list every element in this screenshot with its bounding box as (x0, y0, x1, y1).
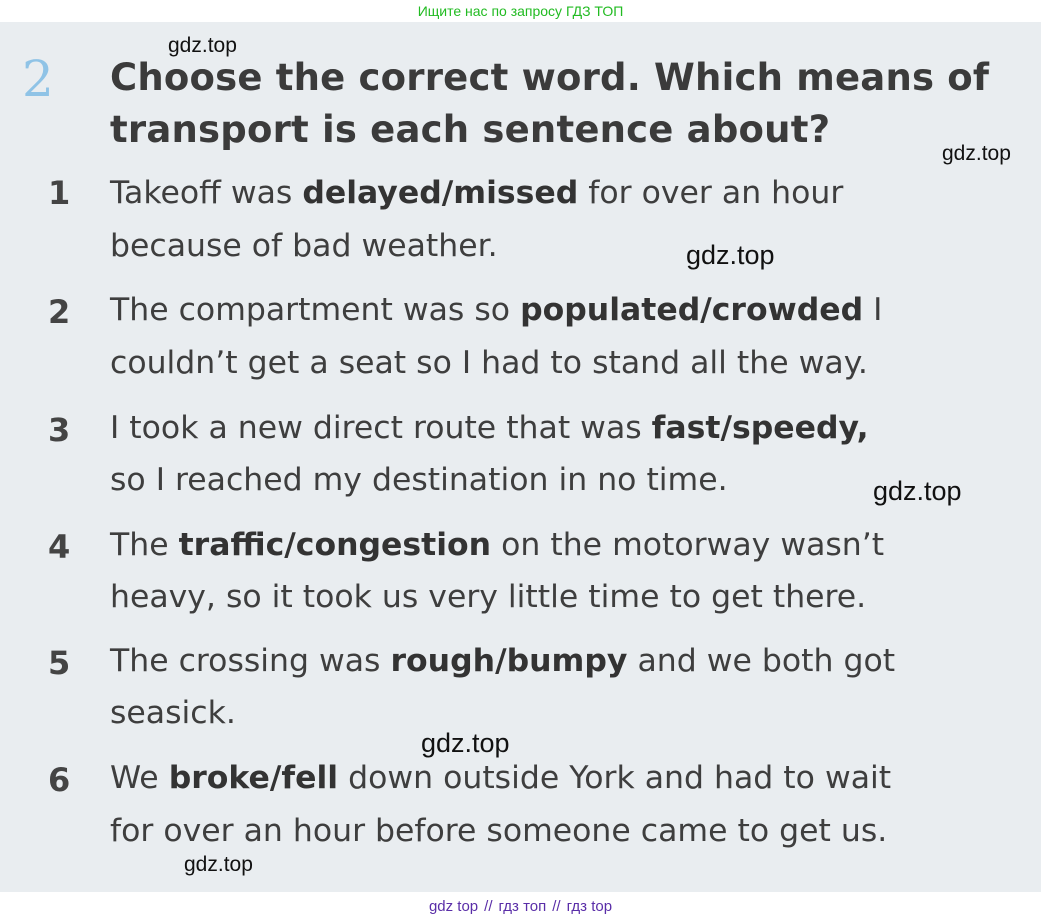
footer-link-gdz-top-ru[interactable]: гдз топ (498, 898, 547, 915)
item-line: The compartment was so populated/crowded I (110, 292, 883, 328)
exercise-items (0, 22, 1041, 892)
item-line: so I reached my destination in no time. (110, 462, 728, 498)
item-number: 4 (48, 528, 71, 566)
exercise-number: 2 (22, 50, 54, 108)
watermark: gdz.top (942, 142, 1011, 165)
item-line: Takeoff was delayed/missed for over an hour (110, 175, 844, 211)
footer-links (0, 892, 1041, 922)
watermark: gdz.top (421, 728, 510, 758)
search-banner-link[interactable]: Ищите нас по запросу ГДЗ ТОП (417, 3, 624, 19)
item-line: heavy, so it took us very little time to get there. (110, 579, 867, 615)
watermark: gdz.top (873, 476, 962, 506)
exercise-title-line-2: transport is each sentence about? (110, 108, 831, 151)
word-choice: rough/bumpy (390, 643, 628, 679)
footer-separator: // (484, 898, 493, 915)
exercise-title-line-1: Choose the correct word. Which means of (110, 56, 990, 99)
item-line: because of bad weather. (110, 228, 498, 264)
word-choice: fast/speedy, (651, 410, 869, 446)
item-line: I took a new direct route that was fast/speedy, (110, 410, 869, 446)
item-number: 3 (48, 411, 71, 449)
watermark: gdz.top (184, 853, 253, 876)
footer-link-gdz-top-mixed[interactable]: гдз top (566, 898, 613, 915)
textbook-page (0, 22, 1041, 892)
item-line: seasick. (110, 695, 236, 731)
watermark: gdz.top (686, 240, 775, 270)
top-banner (0, 0, 1041, 22)
item-line: for over an hour before someone came to get us. (110, 813, 888, 849)
item-number: 1 (48, 174, 71, 212)
item-number: 6 (48, 761, 71, 799)
word-choice: traffic/congestion (178, 527, 492, 563)
item-number: 5 (48, 644, 71, 682)
word-choice: delayed/missed (302, 175, 579, 211)
word-choice: broke/fell (168, 760, 339, 796)
footer-separator: // (552, 898, 561, 915)
word-choice: populated/crowded (520, 292, 864, 328)
item-line: The traffic/congestion on the motorway wasn’t (110, 527, 885, 563)
watermark: gdz.top (168, 34, 237, 57)
footer-link-gdz-top[interactable]: gdz top (428, 898, 479, 915)
item-number: 2 (48, 293, 71, 331)
item-line: The crossing was rough/bumpy and we both got (110, 643, 896, 679)
item-line: We broke/fell down outside York and had to wait (110, 760, 892, 796)
item-line: couldn’t get a seat so I had to stand all the way. (110, 345, 868, 381)
